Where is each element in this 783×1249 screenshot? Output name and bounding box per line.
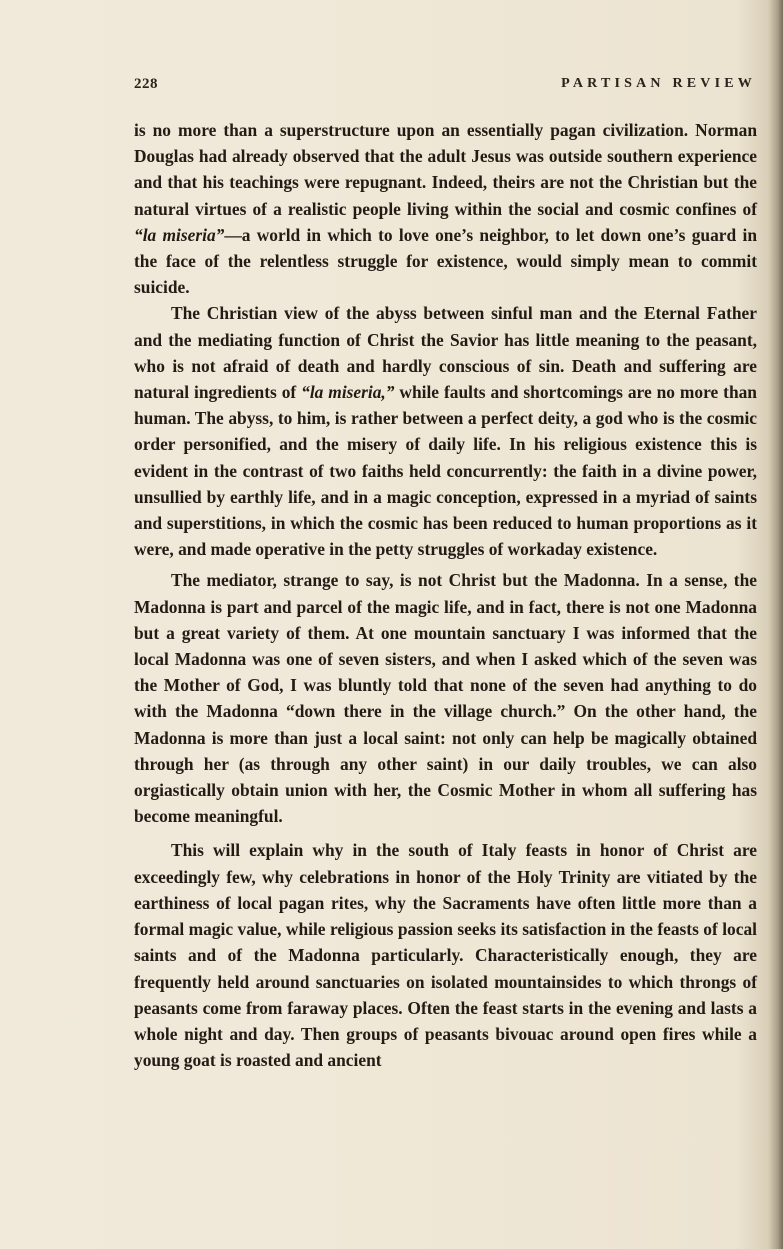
- page-edge-shadow: [769, 0, 783, 1249]
- page-header: [134, 76, 756, 100]
- paragraph-2-text-1: The Christian view of the abyss between sinful man and the Eternal Father and the mediating function of Christ the Savior has little meaning to the peasant, who is not afraid of death and hardly conscious of sin. Death and suffering are natural ingredients of: [134, 303, 757, 403]
- paragraph-2-italic-la-miseria: “la miseria,”: [301, 382, 395, 403]
- paragraph-3: [134, 567, 757, 829]
- paragraph-2-text-2: while faults and shortcomings are no more than human. The abyss, to him, is rather between a perfect deity, a god who is the cosmic order personified, and the misery of daily life. In his religious existence this is evident in the contrast of two faiths held concurrently: the faith in a divine power, unsullied by earthly life, and in a magic conception, expressed in a myriad of saints and superstitions, in which the cosmic has been reduced to human proportions as it were, and made operative in the petty struggles of workaday existence.: [134, 382, 757, 560]
- running-head: PARTISAN REVIEW: [561, 76, 756, 91]
- paragraph-4: [134, 837, 757, 1073]
- paragraph-3-text: The mediator, strange to say, is not Christ but the Madonna. In a sense, the Madonna is part and parcel of the magic life, and in fact, there is not one Madonna but a great variety of them. At one mountain sanctuary I was informed that the local Madonna was one of seven sisters, and when I asked which of the seven was the Mother of God, I was bluntly told that none of the seven had anything to do with the Madonna “down there in the village church.” On the other hand, the Madonna is more than just a local saint: not only can help be magically obtained through her (as through any other saint) in our daily troubles, we can also orgiastically obtain union with her, the Cosmic Mother in whom all suffering has become meaningful.: [134, 570, 757, 827]
- paragraph-2: [134, 300, 757, 562]
- paragraph-1-text-2: —a world in which to love one’s neighbor, to let down one’s guard in the face of the relentless struggle for existence, would simply mean to commit suicide.: [134, 224, 757, 298]
- paragraph-4-text: This will explain why in the south of Italy feasts in honor of Christ are exceedingly few, why celebrations in honor of the Holy Trinity are vitiated by the earthiness of local pagan rites, why the Sacraments have often little more than a formal magic value, while religious passion seeks its satisfaction in the feasts of local saints and of the Madonna particularly. Characteristically enough, they are frequently held around sanctuaries on isolated mountainsides to which throngs of peasants come from faraway places. Often the feast starts in the evening and lasts a whole night and day. Then groups of peasants bivouac around open fires while a young goat is roasted and ancient: [134, 840, 757, 1071]
- paragraph-1: [134, 117, 757, 300]
- page-number: 228: [134, 76, 158, 92]
- paragraph-1-text-1: is no more than a superstructure upon an essentially pagan civilization. Norman Douglas had already observed that the adult Jesus was outside southern experience and that his teachings were repugnant. Indeed, theirs are not the Christian but the natural virtues of a realistic people living within the social and cosmic confines of: [134, 120, 757, 219]
- paragraph-1-italic-la-miseria: “la miseria”: [134, 224, 225, 245]
- body-text: [134, 117, 757, 1073]
